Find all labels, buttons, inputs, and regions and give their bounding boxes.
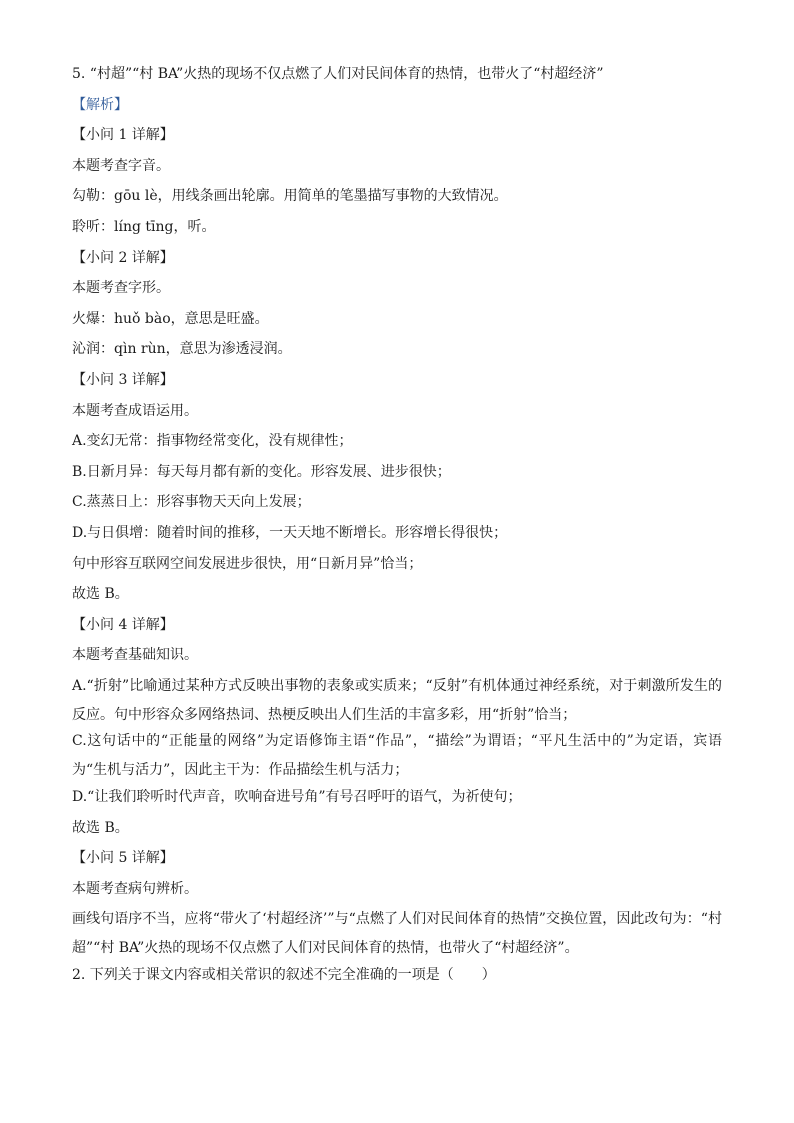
option-b: B.日新月异：每天每月都有新的变化。形容发展、进步很快； bbox=[72, 463, 451, 480]
paragraph: 本题考查字形。 bbox=[72, 280, 170, 297]
document-page bbox=[72, 64, 722, 996]
subquestion-heading-2: 【小问 2 详解】 bbox=[72, 249, 174, 266]
option-d-explanation: D.“让我们聆听时代声音，吹响奋进号角”有号召呼吁的语气，为祈使句； bbox=[72, 789, 522, 806]
analysis-heading: 【解析】 bbox=[72, 96, 128, 113]
answer-choice: 故选 B。 bbox=[72, 586, 129, 603]
answer-line-q5: 5. “村超”“村 BA”火热的现场不仅点燃了人们对民间体育的热情，也带火了“村超经济” bbox=[72, 66, 604, 82]
paragraph: 火爆：huǒ bào，意思是旺盛。 bbox=[72, 310, 269, 327]
question-2-prompt: 2. 下列关于课文内容或相关常识的叙述不完全准确的一项是（ ） bbox=[72, 967, 496, 984]
paragraph: 本题考查病句辨析。 bbox=[72, 880, 198, 897]
paragraph: 沁润：qìn rùn，意思为渗透浸润。 bbox=[72, 341, 292, 358]
subquestion-heading-5: 【小问 5 详解】 bbox=[72, 850, 174, 867]
paragraph: 句中形容互联网空间发展进步很快，用“日新月异”恰当； bbox=[72, 555, 423, 572]
correction-explanation: 画线句语序不当，应将“带火了‘村超经济’”与“点燃了人们对民间体育的热情”交换位置，因此改句为：“村超”“村 BA”火热的现场不仅点燃了人们对民间体育的热情，也带火了“村超经济”。 bbox=[72, 911, 722, 957]
paragraph: 本题考查基础知识。 bbox=[72, 647, 198, 664]
option-c: C.蒸蒸日上：形容事物天天向上发展； bbox=[72, 494, 311, 511]
option-a-explanation: A.“折射”比喻通过某种方式反映出事物的表象或实质来；“反射”有机体通过神经系统，对于刺激所发生的反应。句中形容众多网络热词、热梗反映出人们生活的丰富多彩，用“折射”恰当； bbox=[72, 677, 722, 723]
option-a: A.变幻无常：指事物经常变化，没有规律性； bbox=[72, 433, 353, 450]
paragraph: 勾勒：gōu lè，用线条画出轮廓。用简单的笔墨描写事物的大致情况。 bbox=[72, 188, 508, 205]
paragraph: 聆听：líng tīng，听。 bbox=[72, 218, 216, 235]
subquestion-heading-3: 【小问 3 详解】 bbox=[72, 371, 174, 388]
subquestion-heading-1: 【小问 1 详解】 bbox=[72, 127, 174, 144]
option-d: D.与日俱增：随着时间的推移，一天天地不断增长。形容增长得很快； bbox=[72, 524, 508, 541]
paragraph: 本题考查成语运用。 bbox=[72, 402, 198, 419]
subquestion-heading-4: 【小问 4 详解】 bbox=[72, 616, 174, 633]
paragraph: 本题考查字音。 bbox=[72, 157, 170, 174]
answer-choice: 故选 B。 bbox=[72, 819, 129, 836]
option-c-explanation: C.这句话中的“正能量的网络”为定语修饰主语“作品”，“描绘”为谓语；“平凡生活中的”为定语，宾语为“生机与活力”，因此主干为：作品描绘生机与活力； bbox=[72, 733, 722, 779]
